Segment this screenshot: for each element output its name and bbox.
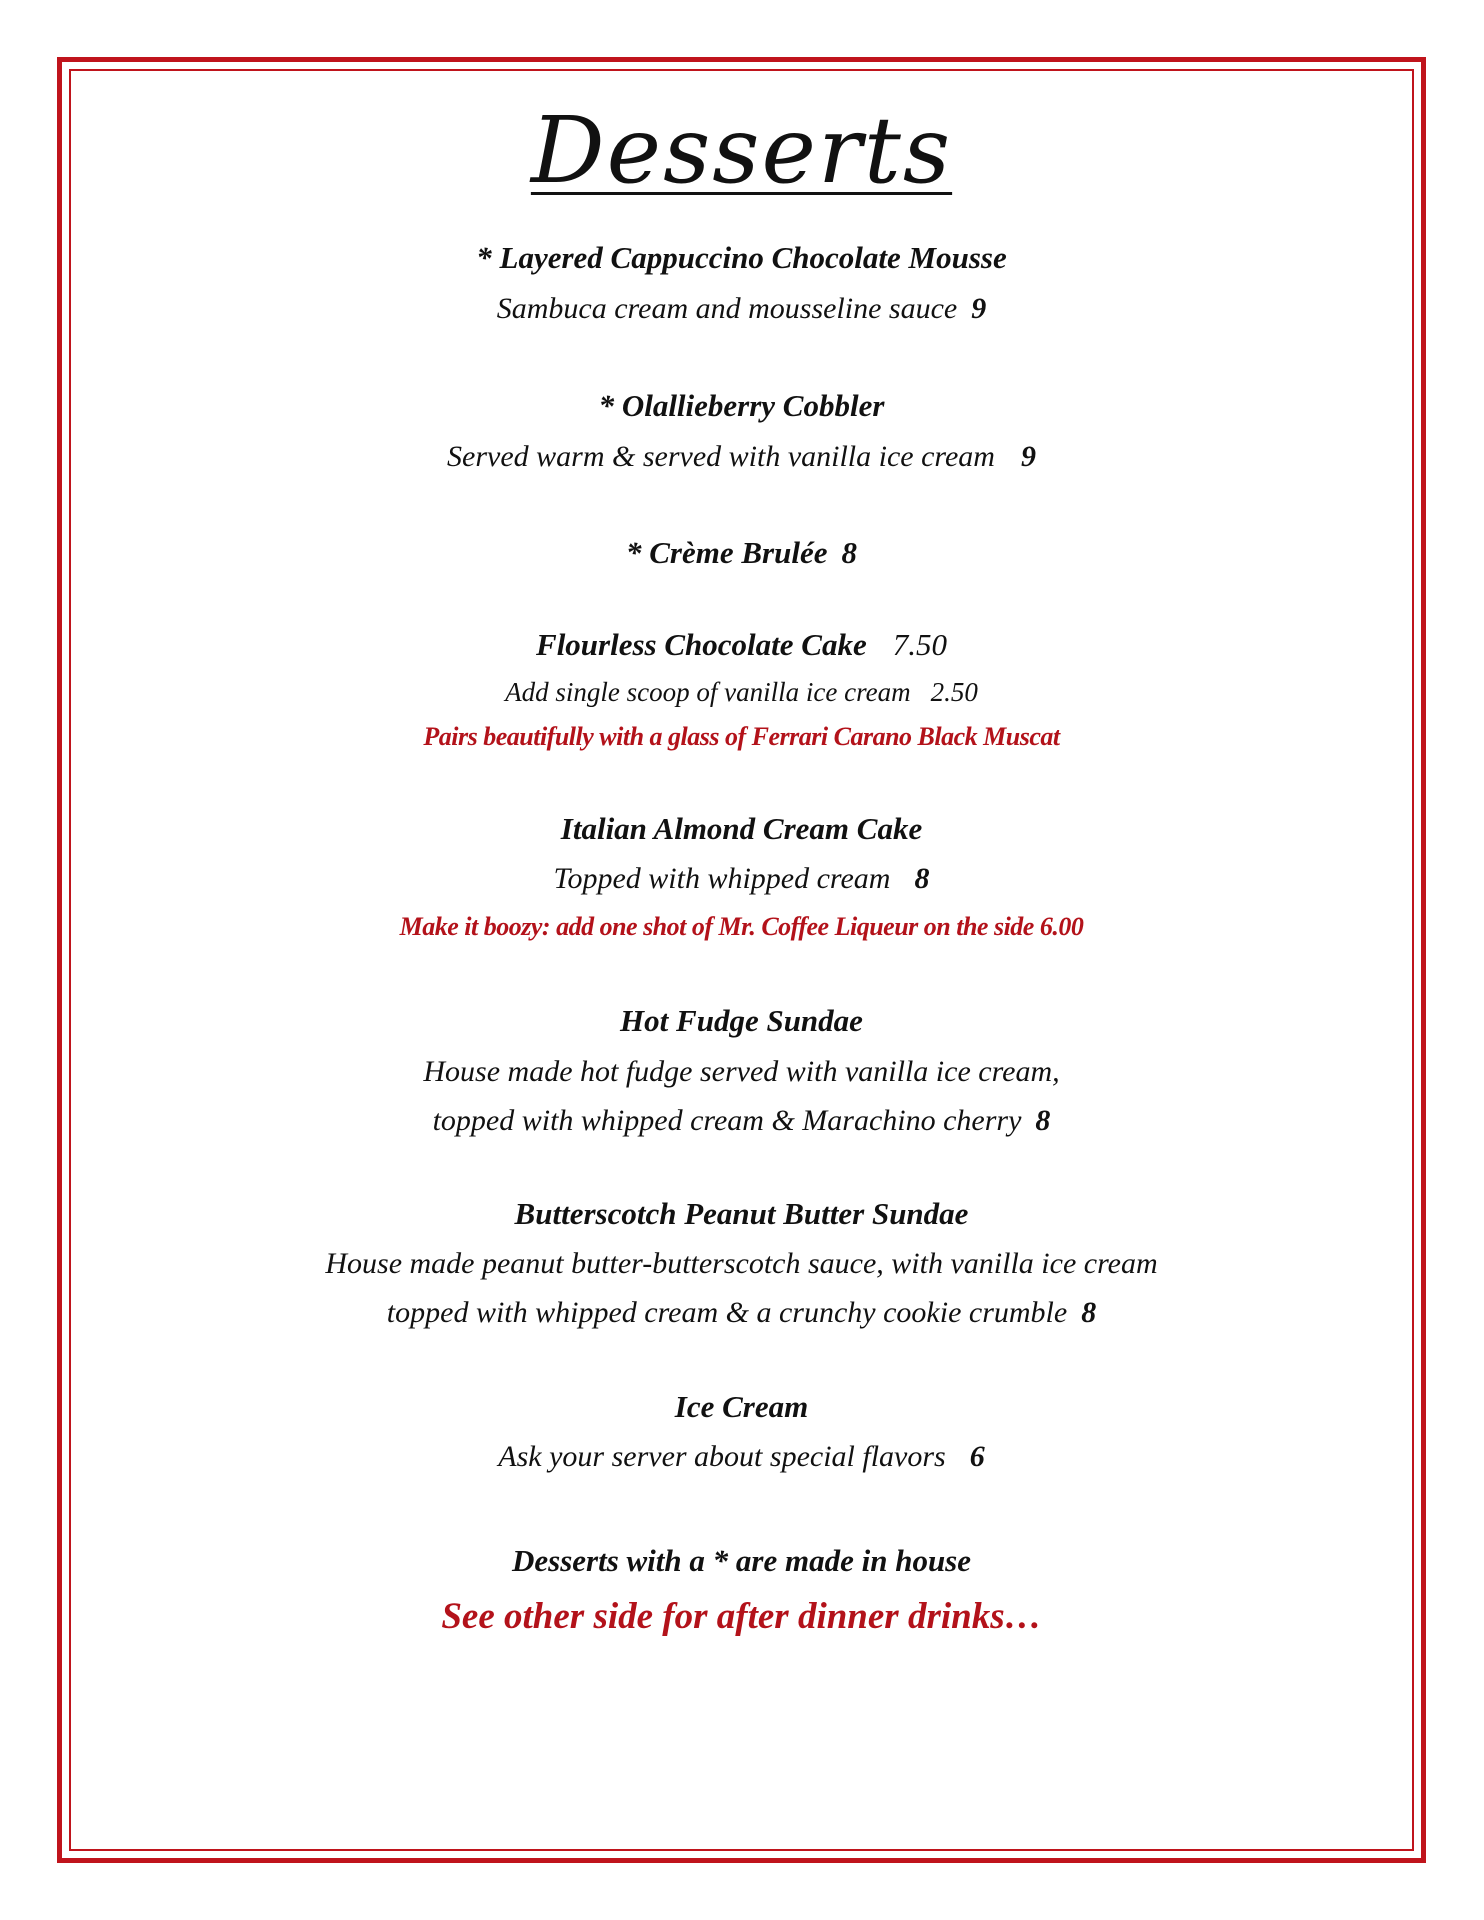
item-price-flourless-cake: 7.50 (892, 627, 947, 662)
item-name-cobbler: * Olallieberry Cobbler (598, 388, 885, 423)
inner-border (69, 69, 1414, 1851)
item-desc-almond-cake: Topped with whipped cream 8 (553, 862, 930, 895)
item-name-flourless-cake: Flourless Chocolate Cake 7.50 (536, 627, 947, 662)
item-name-mousse: * Layered Cappuccino Chocolate Mousse (476, 240, 1007, 275)
item-price-ice-cream: 6 (969, 1440, 985, 1473)
item-price-creme-brulee: 8 (841, 535, 857, 570)
item-price-butterscotch-sundae: 8 (1081, 1296, 1097, 1329)
item-price-mousse: 9 (971, 292, 987, 325)
item-name-ice-cream: Ice Cream (674, 1389, 809, 1424)
item-desc-mousse: Sambuca cream and mousseline sauce 9 (496, 292, 987, 325)
item-name-butterscotch-sundae: Butterscotch Peanut Butter Sundae (514, 1196, 969, 1231)
item-addon-price-flourless-cake: 2.50 (930, 677, 978, 707)
item-name-creme-brulee: * Crème Brulée 8 (626, 535, 857, 570)
item-addon-flourless-cake: Add single scoop of vanilla ice cream 2.50 (505, 677, 978, 707)
item-price-hot-fudge-sundae: 8 (1035, 1104, 1051, 1137)
item-name-hot-fudge-sundae: Hot Fudge Sundae (620, 1003, 863, 1038)
item-desc-ice-cream: Ask your server about special flavors 6 (498, 1440, 985, 1473)
item-desc-butterscotch-sundae-2: topped with whipped cream & a crunchy cookie crumble 8 (386, 1296, 1097, 1329)
item-desc-hot-fudge-sundae-2: topped with whipped cream & Marachino cherry 8 (432, 1104, 1051, 1137)
item-desc-hot-fudge-sundae-1: House made hot fudge served with vanilla ice cream, (423, 1055, 1060, 1088)
after-dinner-drinks-note: See other side for after dinner drinks… (441, 1596, 1042, 1637)
item-price-cobbler: 9 (1020, 440, 1036, 473)
item-desc-cobbler: Served warm & served with vanilla ice cream 9 (447, 440, 1036, 473)
item-pairing-flourless-cake: Pairs beautifully with a glass of Ferrari Carano Black Muscat (423, 722, 1060, 751)
house-made-note: Desserts with a * are made in house (511, 1543, 972, 1578)
item-desc-butterscotch-sundae-1: House made peanut butter-butterscotch sauce, with vanilla ice cream (325, 1247, 1158, 1280)
item-pairing-almond-cake: Make it boozy: add one shot of Mr. Coffee Liqueur on the side 6.00 (399, 912, 1084, 941)
item-name-almond-cake: Italian Almond Cream Cake (560, 811, 923, 846)
menu-title: Desserts (530, 97, 953, 204)
item-price-almond-cake: 8 (914, 862, 930, 895)
